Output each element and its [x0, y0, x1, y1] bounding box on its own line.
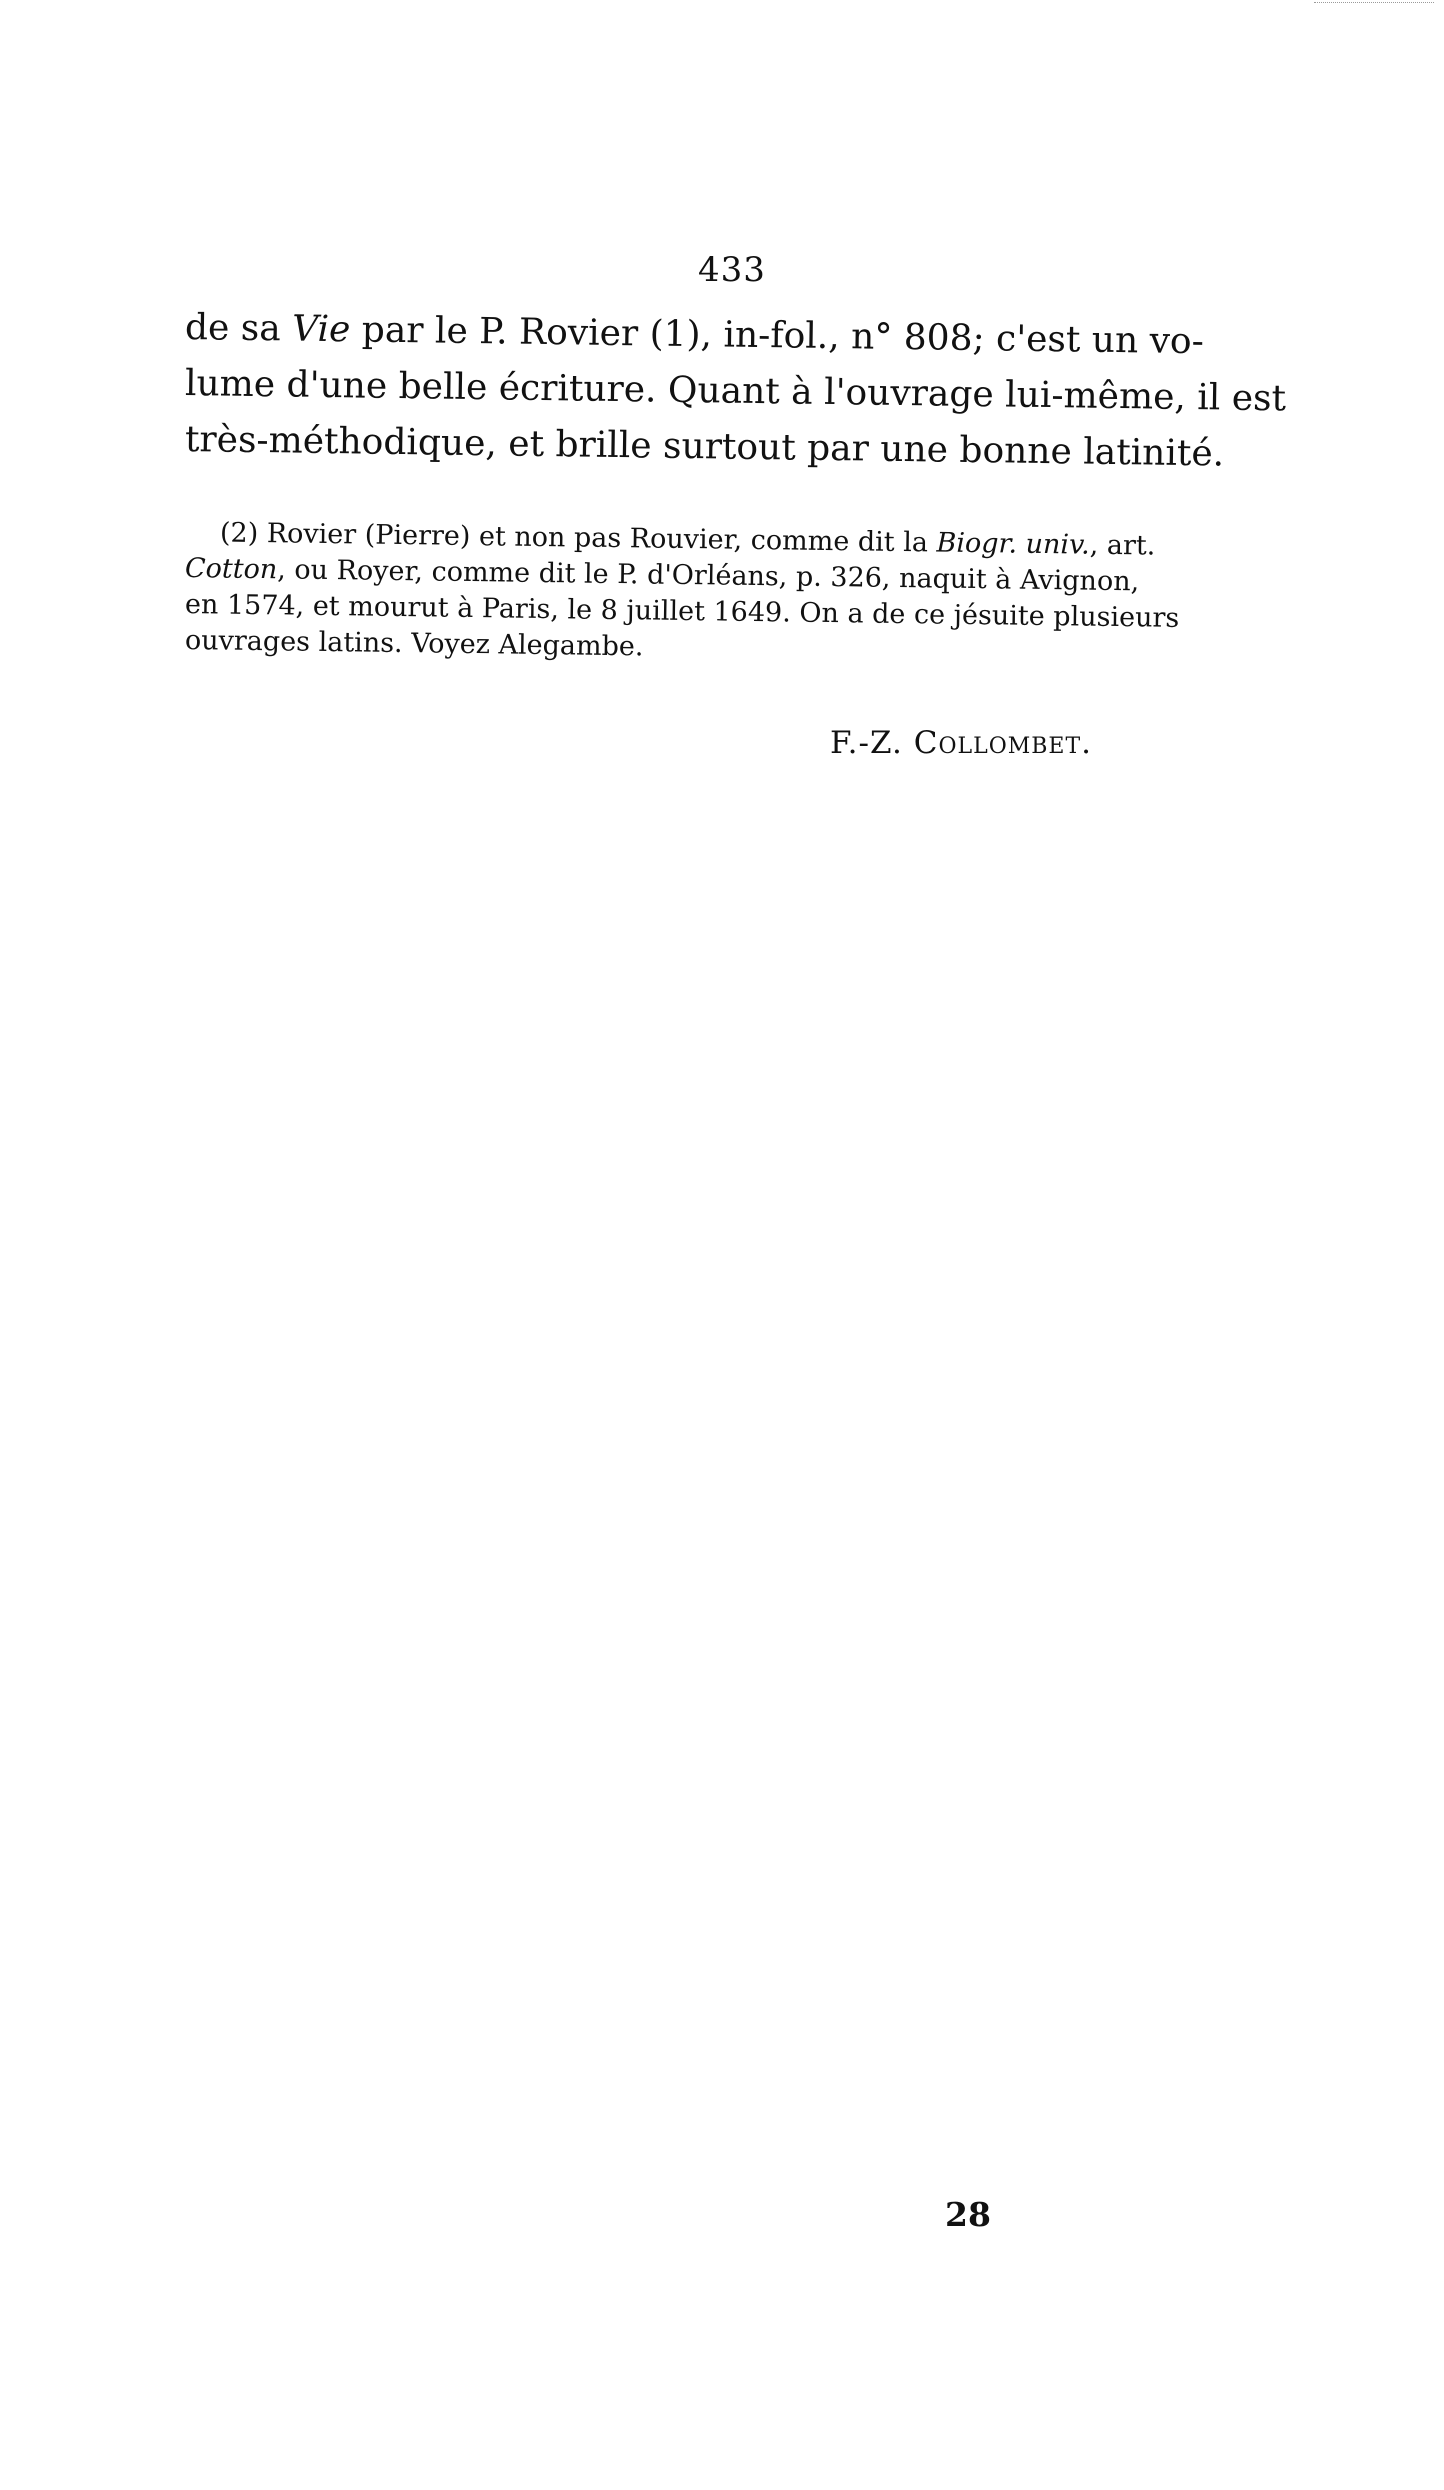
body-paragraph — [184, 300, 1287, 475]
body-line-1-end: par le P. Rovier (1), in-fol., n° 808; c'est un vo- — [350, 309, 1205, 363]
footnote-line-3: en 1574, et mourut à Paris, le 8 juillet 1649. On a de ce jésuite plusieurs — [184, 589, 1180, 634]
footnote-line-1-start: (2) Rovier (Pierre) et non pas Rouvier, comme dit la — [219, 517, 937, 559]
footnote-line-2-italic: Cotton — [184, 553, 278, 586]
signature-initials: F.-Z. — [830, 725, 914, 761]
signature-surname: Collombet. — [913, 725, 1093, 761]
body-line-1-start: de sa — [184, 307, 293, 350]
body-line-3: très-méthodique, et brille surtout par une bonne latinité. — [184, 419, 1225, 475]
footnote-line-4: ouvrages latins. Voyez Alegambe. — [184, 625, 644, 663]
body-line-1-italic: Vie — [291, 308, 351, 351]
footnote — [184, 515, 1265, 663]
sheet-signature-number: 28 — [945, 2195, 991, 2234]
footnote-line-2-end: , ou Royer, comme dit le P. d'Orléans, p. 326, naquit à Avignon, — [277, 554, 1140, 598]
page-number: 433 — [698, 250, 766, 290]
body-line-2: lume d'une belle écriture. Quant à l'ouvrage lui-même, il est — [184, 363, 1287, 420]
author-signature — [830, 725, 1092, 761]
scan-edge-mark — [1314, 2, 1434, 5]
footnote-line-1-end: , art. — [1089, 529, 1156, 562]
footnote-line-1-italic: Biogr. univ. — [936, 527, 1090, 561]
